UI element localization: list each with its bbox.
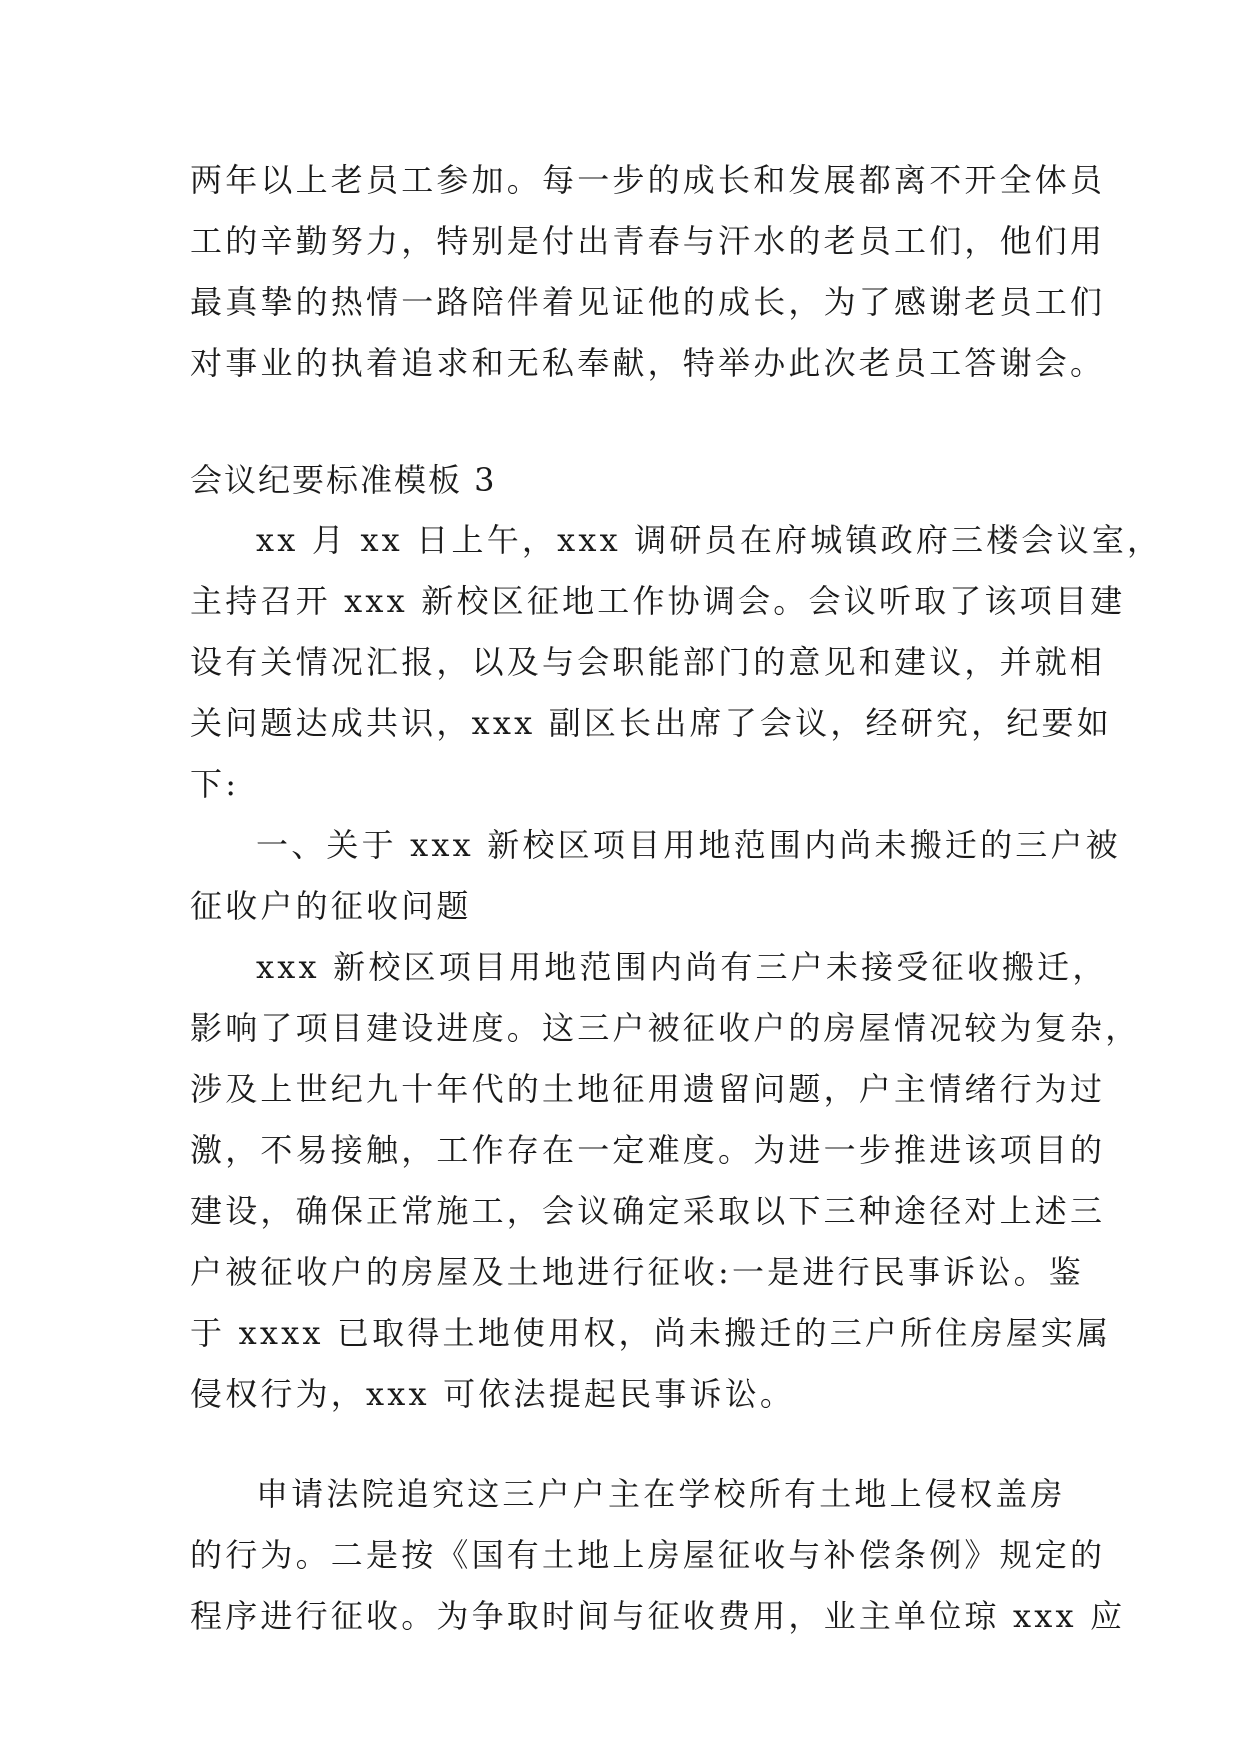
intro-line-4: 对事业的执着追求和无私奉献，特举办此次老员工答谢会。 xyxy=(190,344,1106,382)
para4-line-3: 程序进行征收。为争取时间与征收费用，业主单位琼 xxx 应 xyxy=(190,1597,1126,1635)
para3-line-5: 建设，确保正常施工，会议确定采取以下三种途径对上述三 xyxy=(190,1192,1106,1230)
para4-line-1: 申请法院追究这三户户主在学校所有土地上侵权盖房 xyxy=(256,1475,1066,1513)
para3-line-8: 侵权行为，xxx 可依法提起民事诉讼。 xyxy=(190,1375,796,1413)
intro-line-2: 工的辛勤努力，特别是付出青春与汗水的老员工们，他们用 xyxy=(190,222,1106,260)
section-title: 会议纪要标准模板 3 xyxy=(190,461,497,499)
para3-line-6: 户被征收户的房屋及土地进行征收:一是进行民事诉讼。鉴 xyxy=(190,1253,1084,1291)
intro-line-1: 两年以上老员工参加。每一步的成长和发展都离不开全体员 xyxy=(190,161,1106,199)
para1-line-4: 关问题达成共识，xxx 副区长出席了会议，经研究，纪要如 xyxy=(190,704,1112,742)
para4-line-2: 的行为。二是按《国有土地上房屋征收与补偿条例》规定的 xyxy=(190,1536,1106,1574)
para2-line-1: 一、关于 xxx 新校区项目用地范围内尚未搬迁的三户被 xyxy=(256,826,1121,864)
para3-line-2: 影响了项目建设进度。这三户被征收户的房屋情况较为复杂， xyxy=(190,1009,1141,1047)
para1-line-5: 下: xyxy=(190,765,240,803)
para3-line-3: 涉及上世纪九十年代的土地征用遗留问题，户主情绪行为过 xyxy=(190,1070,1106,1108)
intro-line-3: 最真挚的热情一路陪伴着见证他的成长，为了感谢老员工们 xyxy=(190,283,1106,321)
para3-line-4: 激，不易接触，工作存在一定难度。为进一步推进该项目的 xyxy=(190,1131,1106,1169)
para1-line-2: 主持召开 xxx 新校区征地工作协调会。会议听取了该项目建 xyxy=(190,582,1126,620)
para1-line-1: xx 月 xx 日上午，xxx 调研员在府城镇政府三楼会议室， xyxy=(256,521,1163,559)
para2-line-2: 征收户的征收问题 xyxy=(190,887,472,925)
para3-line-1: xxx 新校区项目用地范围内尚有三户未接受征收搬迁， xyxy=(256,948,1108,986)
para1-line-3: 设有关情况汇报，以及与会职能部门的意见和建议，并就相 xyxy=(190,643,1106,681)
para3-line-7: 于 xxxx 已取得土地使用权，尚未搬迁的三户所住房屋实属 xyxy=(190,1314,1112,1352)
